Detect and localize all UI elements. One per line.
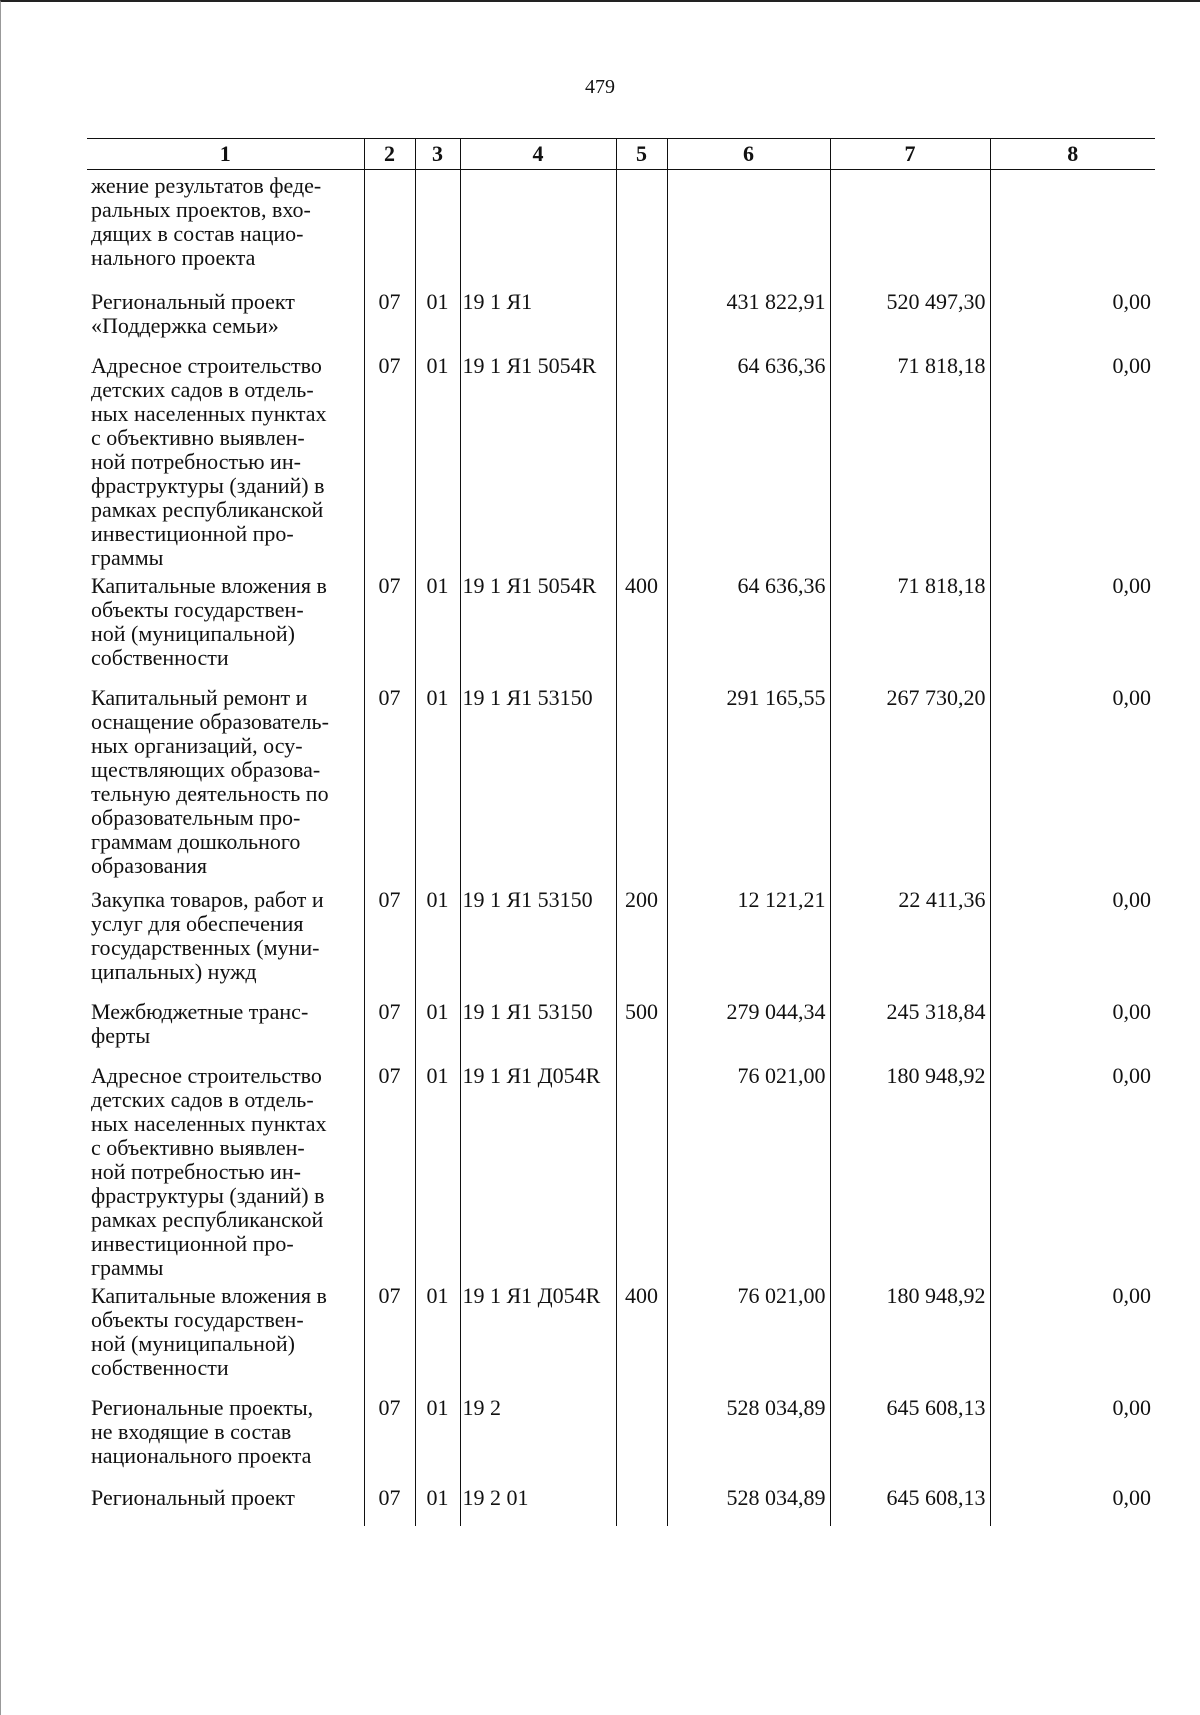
row-target-article-text: 19 2 01 [462, 1485, 529, 1510]
row-amount-col6-text: 64 636,36 [737, 573, 826, 598]
row-amount-col6-cell [667, 1060, 830, 1280]
row-section-text: 07 [378, 1283, 401, 1308]
row-name-cell [87, 1280, 364, 1392]
column-header-2: 2 [364, 139, 415, 170]
row-name-cell [87, 1482, 364, 1526]
row-amount-col6-cell [667, 1392, 830, 1482]
row-amount-col7-cell [830, 1280, 990, 1392]
column-header-7: 7 [830, 139, 990, 170]
row-amount-col8-cell [990, 1060, 1155, 1280]
row-subsection-cell [415, 1482, 460, 1526]
row-target-article-cell [460, 570, 616, 682]
row-expense-type-cell [616, 1482, 667, 1526]
row-section-cell [364, 286, 415, 350]
row-subsection-cell [415, 1280, 460, 1392]
row-amount-col6-text: 76 021,00 [737, 1063, 826, 1088]
row-amount-col7-cell [830, 996, 990, 1060]
row-subsection-text: 01 [426, 1485, 449, 1510]
row-section-text: 07 [378, 999, 401, 1024]
row-amount-col8-cell [990, 350, 1155, 570]
row-subsection-text: 01 [426, 1395, 449, 1420]
row-expense-type-cell [616, 1392, 667, 1482]
row-target-article-text: 19 1 Я1 53150 [462, 685, 593, 710]
row-expense-type-text: 400 [625, 1283, 658, 1308]
row-name-text: Адресное строительство детских садов в отдель- ных населенных пунктах с объективно выявлен- ной потребностью ин- фраструктуры (зданий) в рамках республиканской инвестиционной про- граммы [91, 353, 327, 570]
row-amount-col8-text: 0,00 [1112, 573, 1151, 598]
row-amount-col6-text: 76 021,00 [737, 1283, 826, 1308]
row-amount-col8-cell [990, 1392, 1155, 1482]
row-target-article-cell [460, 286, 616, 350]
row-subsection-cell [415, 1392, 460, 1482]
row-subsection-cell [415, 1060, 460, 1280]
row-amount-col7-text: 645 608,13 [886, 1395, 986, 1420]
table-row [87, 1392, 1155, 1482]
row-expense-type-cell [616, 170, 667, 287]
row-subsection-cell [415, 682, 460, 884]
row-name-cell [87, 286, 364, 350]
row-section-cell [364, 1392, 415, 1482]
row-subsection-cell [415, 570, 460, 682]
row-subsection-text: 01 [426, 999, 449, 1024]
row-expense-type-text: 500 [625, 999, 658, 1024]
row-target-article-cell [460, 170, 616, 287]
row-amount-col6-text: 528 034,89 [726, 1485, 826, 1510]
row-amount-col8-text: 0,00 [1112, 685, 1151, 710]
row-target-article-text: 19 1 Я1 53150 [462, 887, 593, 912]
row-expense-type-cell [616, 884, 667, 996]
row-amount-col6-cell [667, 682, 830, 884]
table-row [87, 1060, 1155, 1280]
row-section-cell [364, 996, 415, 1060]
row-name-cell [87, 996, 364, 1060]
row-amount-col6-cell [667, 884, 830, 996]
table-row [87, 170, 1155, 287]
row-target-article-cell [460, 1280, 616, 1392]
row-subsection-text: 01 [426, 573, 449, 598]
column-header-1: 1 [87, 139, 364, 170]
row-amount-col7-cell [830, 1060, 990, 1280]
row-section-cell [364, 1280, 415, 1392]
row-amount-col6-cell [667, 996, 830, 1060]
row-amount-col7-text: 520 497,30 [886, 289, 986, 314]
row-amount-col8-cell [990, 1482, 1155, 1526]
row-name-text: Капитальный ремонт и оснащение образователь- ных организаций, осу- ществляющих образова- тельную деятельность по образовательным про- граммам дошкольного образования [91, 685, 329, 878]
row-amount-col7-text: 245 318,84 [886, 999, 986, 1024]
row-amount-col7-cell [830, 286, 990, 350]
table-row [87, 350, 1155, 570]
row-target-article-text: 19 1 Я1 [462, 289, 533, 314]
row-amount-col6-text: 12 121,21 [737, 887, 826, 912]
row-section-text: 07 [378, 1063, 401, 1088]
row-section-text: 07 [378, 1485, 401, 1510]
row-section-text: 07 [378, 887, 401, 912]
row-amount-col6-text: 64 636,36 [737, 353, 826, 378]
table-row [87, 1482, 1155, 1526]
row-amount-col8-cell [990, 884, 1155, 996]
row-subsection-cell [415, 286, 460, 350]
row-target-article-cell [460, 884, 616, 996]
row-amount-col7-text: 180 948,92 [886, 1063, 986, 1088]
row-amount-col8-cell [990, 570, 1155, 682]
row-section-text: 07 [378, 573, 401, 598]
row-section-cell [364, 350, 415, 570]
column-header-8: 8 [990, 139, 1155, 170]
row-section-cell [364, 884, 415, 996]
row-target-article-cell [460, 1060, 616, 1280]
row-subsection-text: 01 [426, 1283, 449, 1308]
row-target-article-cell [460, 682, 616, 884]
row-amount-col7-cell [830, 170, 990, 287]
row-expense-type-text: 200 [625, 887, 658, 912]
row-amount-col6-text: 279 044,34 [726, 999, 826, 1024]
row-subsection-text: 01 [426, 289, 449, 314]
row-amount-col7-cell [830, 570, 990, 682]
row-amount-col7-cell [830, 350, 990, 570]
row-amount-col8-cell [990, 996, 1155, 1060]
row-expense-type-cell [616, 1280, 667, 1392]
row-target-article-text: 19 1 Я1 Д054R [462, 1063, 601, 1088]
row-name-text: Капитальные вложения в объекты государствен- ной (муниципальной) собственности [91, 1283, 327, 1380]
row-target-article-text: 19 1 Я1 5054R [462, 573, 597, 598]
table-header-row [87, 139, 1155, 170]
row-name-cell [87, 170, 364, 287]
row-amount-col7-cell [830, 884, 990, 996]
row-target-article-text: 19 1 Я1 Д054R [462, 1283, 601, 1308]
row-name-cell [87, 1392, 364, 1482]
row-subsection-text: 01 [426, 1063, 449, 1088]
row-amount-col6-cell [667, 1280, 830, 1392]
row-name-cell [87, 1060, 364, 1280]
row-section-cell [364, 170, 415, 287]
table-row [87, 1280, 1155, 1392]
row-amount-col8-text: 0,00 [1112, 1283, 1151, 1308]
table-row [87, 682, 1155, 884]
row-section-text: 07 [378, 353, 401, 378]
row-subsection-cell [415, 884, 460, 996]
table-row [87, 570, 1155, 682]
row-target-article-text: 19 1 Я1 53150 [462, 999, 593, 1024]
row-amount-col8-text: 0,00 [1112, 887, 1151, 912]
row-name-text: Региональные проекты, не входящие в состав национального проекта [91, 1395, 314, 1468]
row-expense-type-cell [616, 286, 667, 350]
row-amount-col6-text: 291 165,55 [726, 685, 826, 710]
row-expense-type-text: 400 [625, 573, 658, 598]
row-subsection-cell [415, 996, 460, 1060]
row-section-text: 07 [378, 1395, 401, 1420]
row-amount-col7-text: 71 818,18 [897, 573, 986, 598]
row-amount-col6-cell [667, 286, 830, 350]
row-target-article-cell [460, 996, 616, 1060]
row-name-text: Межбюджетные транс- ферты [91, 999, 309, 1048]
row-amount-col7-cell [830, 682, 990, 884]
row-amount-col6-cell [667, 1482, 830, 1526]
row-amount-col6-text: 431 822,91 [726, 289, 826, 314]
row-expense-type-cell [616, 350, 667, 570]
row-section-cell [364, 682, 415, 884]
row-name-text: жение результатов феде- ральных проектов, вхо- дящих в состав нацио- нального проекта [91, 173, 322, 270]
row-amount-col6-cell [667, 170, 830, 287]
row-amount-col8-cell [990, 1280, 1155, 1392]
row-name-cell [87, 682, 364, 884]
row-amount-col7-cell [830, 1392, 990, 1482]
row-amount-col8-cell [990, 170, 1155, 287]
row-name-cell [87, 570, 364, 682]
row-amount-col7-text: 180 948,92 [886, 1283, 986, 1308]
row-amount-col7-text: 22 411,36 [898, 887, 986, 912]
row-name-text: Региональный проект «Поддержка семьи» [91, 289, 295, 338]
row-target-article-cell [460, 1392, 616, 1482]
row-section-text: 07 [378, 289, 401, 314]
row-section-cell [364, 1482, 415, 1526]
row-amount-col6-cell [667, 570, 830, 682]
row-name-text: Региональный проект [91, 1485, 295, 1510]
row-subsection-cell [415, 350, 460, 570]
row-amount-col7-cell [830, 1482, 990, 1526]
row-expense-type-cell [616, 1060, 667, 1280]
row-amount-col6-text: 528 034,89 [726, 1395, 826, 1420]
row-amount-col8-text: 0,00 [1112, 353, 1151, 378]
row-expense-type-cell [616, 570, 667, 682]
row-name-text: Закупка товаров, работ и услуг для обеспечения государственных (муни- ципальных) нужд [91, 887, 324, 984]
row-name-cell [87, 884, 364, 996]
row-amount-col8-text: 0,00 [1112, 1485, 1151, 1510]
page-number: 479 [585, 76, 615, 98]
row-name-cell [87, 350, 364, 570]
row-section-cell [364, 1060, 415, 1280]
row-expense-type-cell [616, 682, 667, 884]
table-row [87, 996, 1155, 1060]
row-amount-col8-text: 0,00 [1112, 1395, 1151, 1420]
row-target-article-cell [460, 1482, 616, 1526]
row-amount-col7-text: 645 608,13 [886, 1485, 986, 1510]
row-subsection-text: 01 [426, 685, 449, 710]
row-subsection-text: 01 [426, 353, 449, 378]
row-target-article-text: 19 2 [462, 1395, 501, 1420]
column-header-6: 6 [667, 139, 830, 170]
row-amount-col8-text: 0,00 [1112, 289, 1151, 314]
row-subsection-cell [415, 170, 460, 287]
row-amount-col7-text: 267 730,20 [886, 685, 986, 710]
row-amount-col8-text: 0,00 [1112, 999, 1151, 1024]
row-subsection-text: 01 [426, 887, 449, 912]
row-section-text: 07 [378, 685, 401, 710]
row-target-article-text: 19 1 Я1 5054R [462, 353, 597, 378]
budget-table [87, 138, 1155, 1526]
row-amount-col8-cell [990, 682, 1155, 884]
row-amount-col8-text: 0,00 [1112, 1063, 1151, 1088]
row-name-text: Капитальные вложения в объекты государствен- ной (муниципальной) собственности [91, 573, 327, 670]
row-section-cell [364, 570, 415, 682]
column-header-3: 3 [415, 139, 460, 170]
table-row [87, 286, 1155, 350]
row-name-text: Адресное строительство детских садов в отдель- ных населенных пунктах с объективно выявлен- ной потребностью ин- фраструктуры (зданий) в рамках республиканской инвестиционной про- граммы [91, 1063, 327, 1280]
row-amount-col6-cell [667, 350, 830, 570]
row-amount-col8-cell [990, 286, 1155, 350]
row-amount-col7-text: 71 818,18 [897, 353, 986, 378]
row-expense-type-cell [616, 996, 667, 1060]
column-header-4: 4 [460, 139, 616, 170]
column-header-5: 5 [616, 139, 667, 170]
row-target-article-cell [460, 350, 616, 570]
table-row [87, 884, 1155, 996]
